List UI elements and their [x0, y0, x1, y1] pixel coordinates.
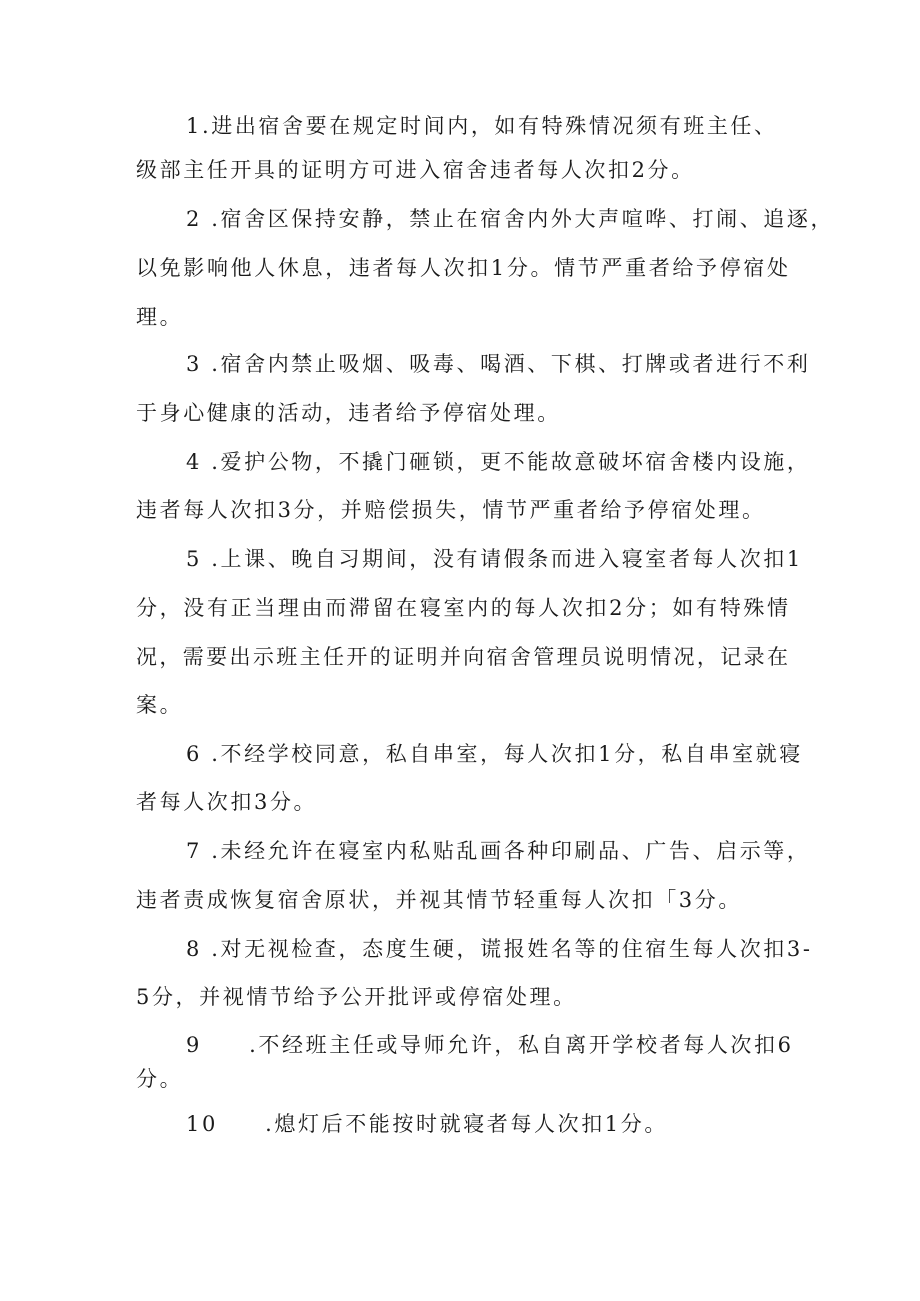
- rule-6-line-2: 者每人次扣3分。: [136, 790, 318, 814]
- rule-1-line-1: 1.进出宿舍要在规定时间内，如有特殊情况须有班主任、: [186, 114, 778, 138]
- rule-8-line-1: 8 .对无视检查，态度生硬，谎报姓名等的住宿生每人次扣3-: [186, 937, 813, 961]
- rule-7-line-2: 违者责成恢复宿舍原状，并视其情节轻重每人次扣「3分。: [136, 888, 742, 912]
- rule-6-line-1: 6 .不经学校同意，私自串室，每人次扣1分，私自串室就寝: [186, 742, 803, 766]
- rule-4-line-1: 4 .爱护公物，不撬门砸锁，更不能故意破坏宿舍楼内设施，: [186, 450, 811, 474]
- rule-7-line-1: 7 .未经允许在寝室内私贴乱画各种印刷品、广告、启示等，: [186, 839, 811, 863]
- rule-5-line-3: 况，需要出示班主任开的证明并向宿舍管理员说明情况，记录在: [136, 645, 788, 669]
- rule-5-line-2: 分，没有正当理由而滞留在寝室内的每人次扣2分；如有特殊情: [136, 596, 788, 620]
- rule-4-line-2: 违者每人次扣3分，并赔偿损失，情节严重者给予停宿处理。: [136, 498, 766, 522]
- rule-2-line-2: 以免影响他人休息，违者每人次扣1分。情节严重者给予停宿处: [136, 256, 788, 280]
- rule-10-line-1: 10 .熄灯后不能按时就寝者每人次扣1分。: [186, 1112, 668, 1136]
- rule-3-line-1: 3 .宿舍内禁止吸烟、吸毒、喝酒、下棋、打牌或者进行不利: [186, 352, 811, 376]
- rule-2-line-1: 2 .宿舍区保持安静，禁止在宿舍内外大声喧哗、打闹、追逐，: [186, 207, 835, 231]
- rule-8-line-2: 5分，并视情节给予公开批评或停宿处理。: [136, 985, 577, 1009]
- rule-1-line-2: 级部主任开具的证明方可进入宿舍违者每人次扣2分。: [136, 158, 695, 182]
- rule-9-line-2: 分。: [136, 1067, 184, 1091]
- rule-5-line-1: 5 .上课、晚自习期间，没有请假条而进入寝室者每人次扣1: [186, 547, 803, 571]
- rule-5-line-4: 案。: [136, 693, 184, 717]
- rule-3-line-2: 于身心健康的活动，违者给予停宿处理。: [136, 401, 561, 425]
- rule-9-line-1: 9 .不经班主任或导师允许，私自离开学校者每人次扣6: [186, 1033, 794, 1057]
- rule-2-line-3: 理。: [136, 305, 184, 329]
